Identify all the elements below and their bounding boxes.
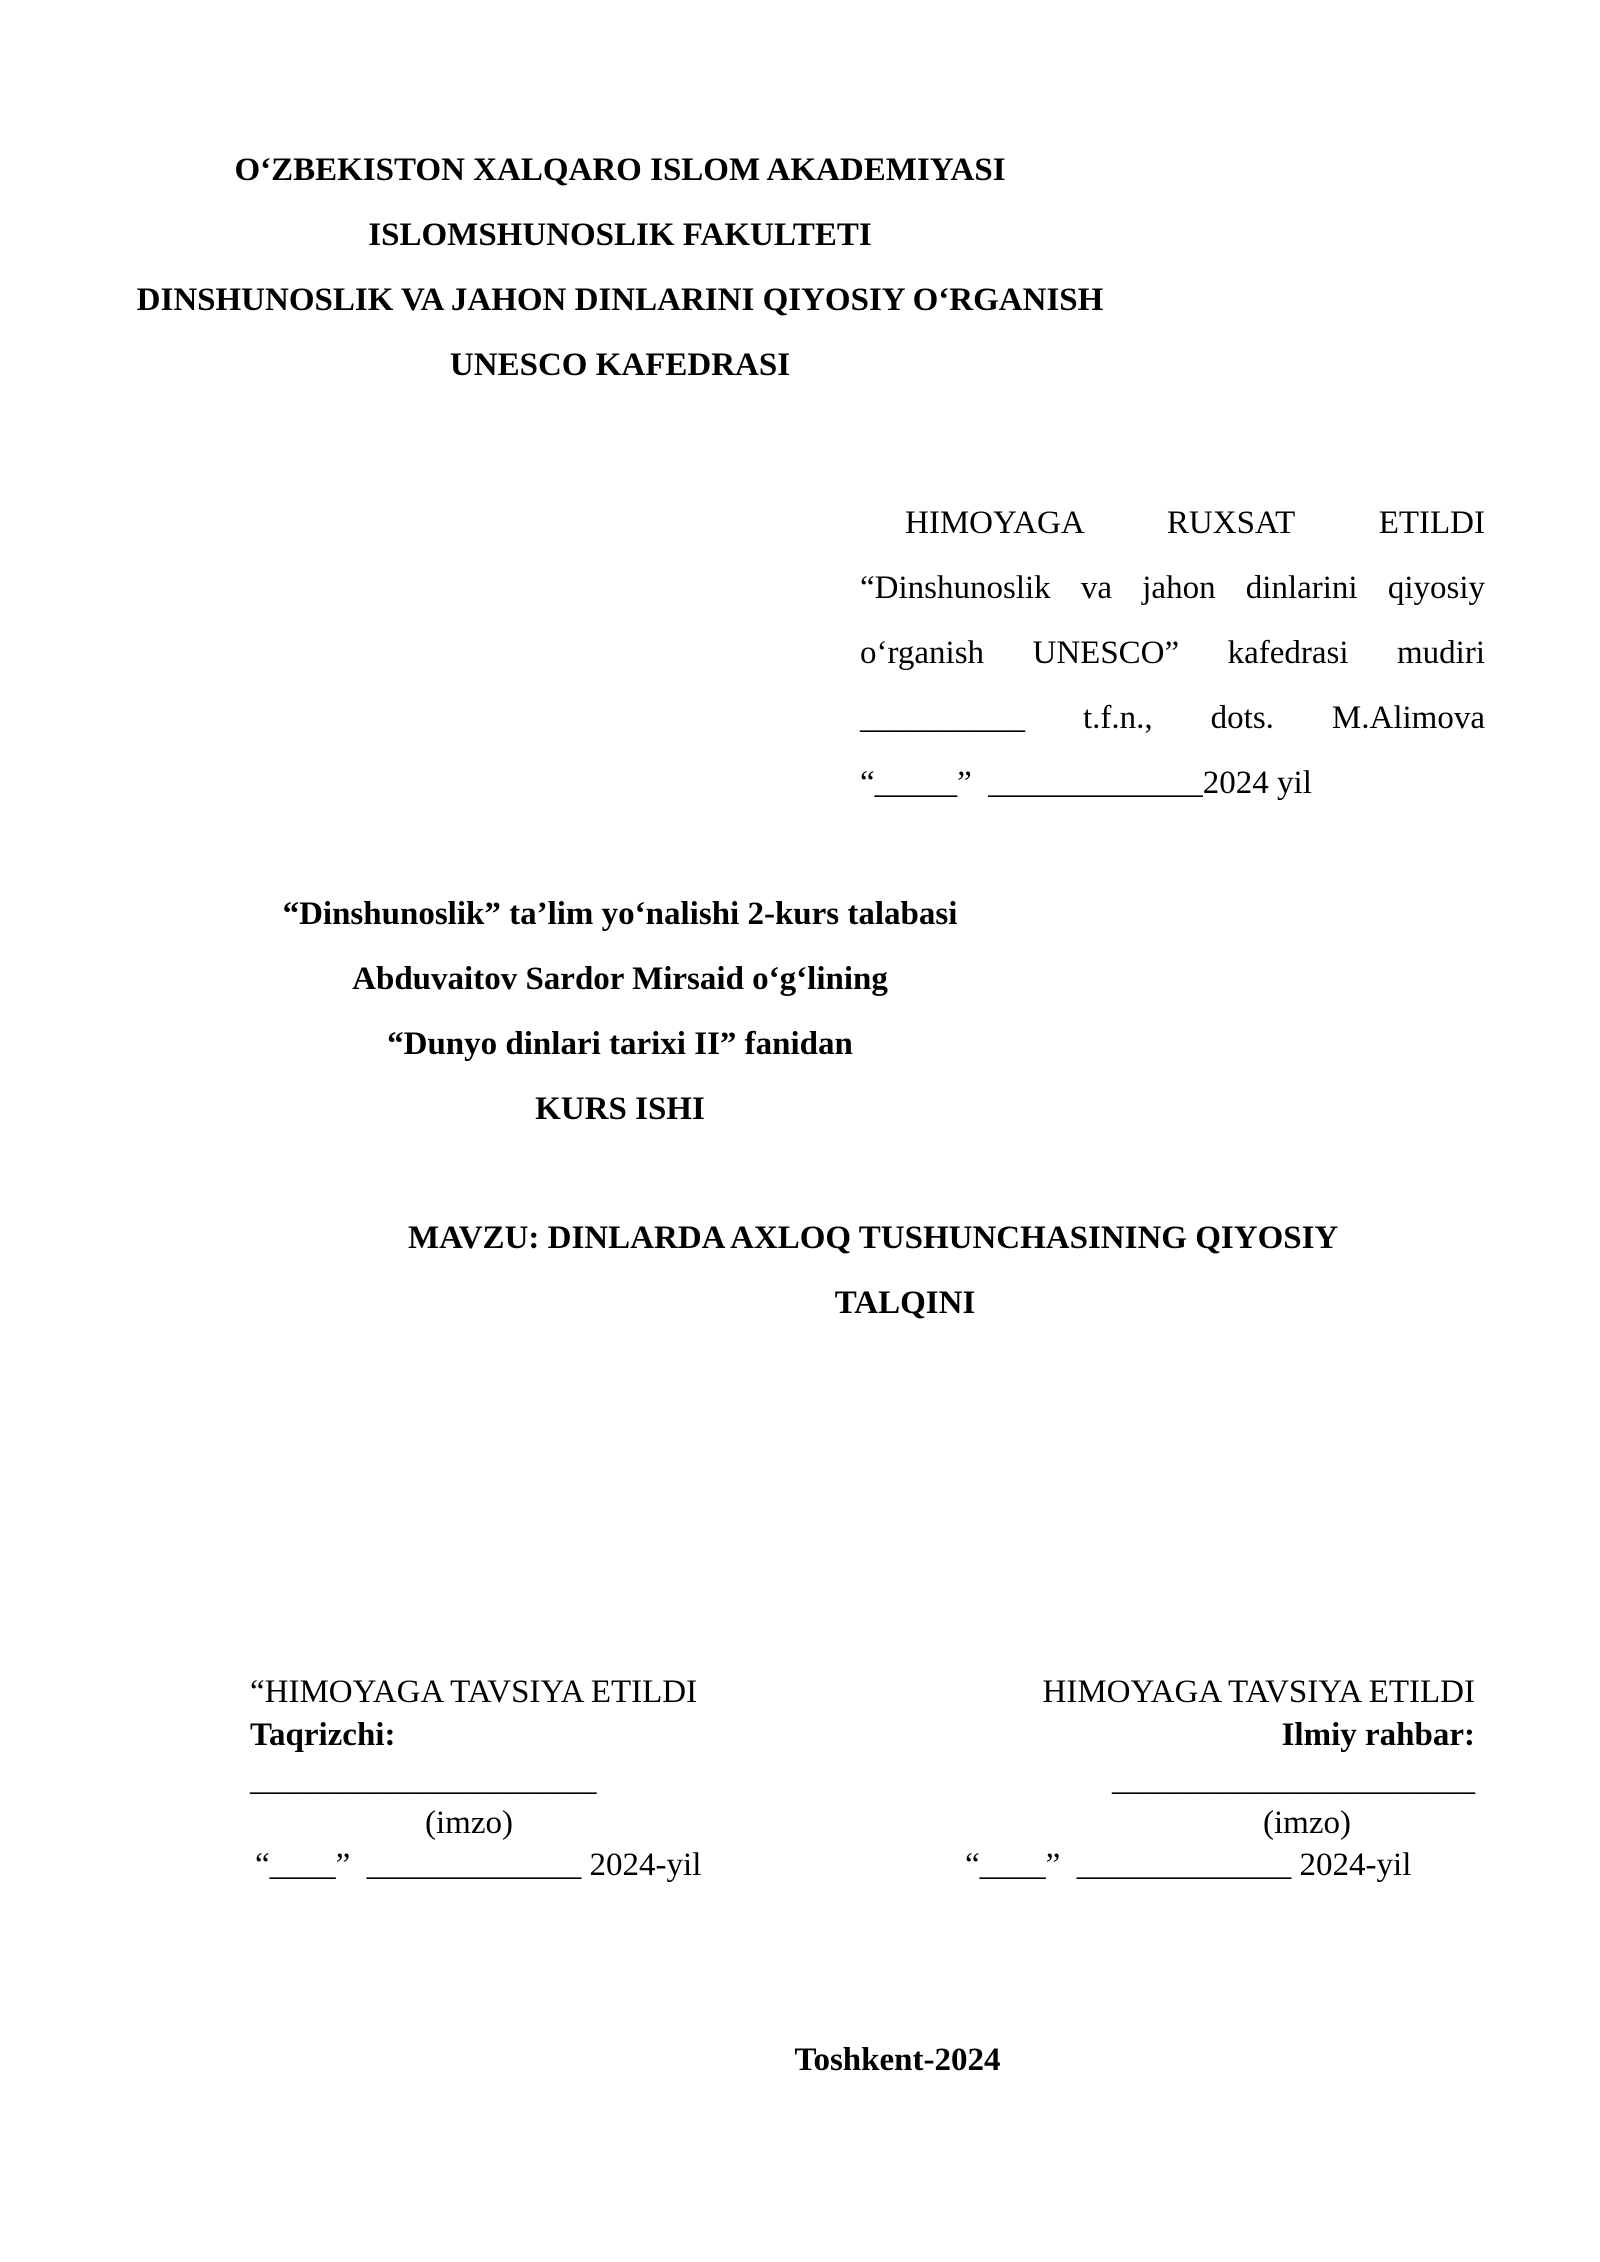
- student-subject: “Dunyo dinlari tarixi II” fanidan: [387, 1026, 853, 1062]
- supervisor-signature-caption: (imzo): [1263, 1805, 1351, 1841]
- reviewer-date: “____” _____________ 2024-yil: [255, 1847, 702, 1883]
- reviewer-recommend: “HIMOYAGA TAVSIYA ETILDI: [250, 1674, 698, 1710]
- reviewer-role: Taqrizchi:: [250, 1717, 396, 1753]
- header-academy: O‘ZBEKISTON XALQARO ISLOM AKADEMIYASI: [234, 152, 1006, 188]
- supervisor-date: “____” _____________ 2024-yil: [965, 1847, 1412, 1883]
- supervisor-role: Ilmiy rahbar:: [1281, 1717, 1475, 1753]
- work-type: KURS ISHI: [535, 1091, 705, 1127]
- header-faculty: ISLOMSHUNOSLIK FAKULTETI: [368, 217, 872, 253]
- approval-signatory: __________ t.f.n., dots. M.Alimova: [860, 700, 1485, 736]
- approval-date: “_____” _____________2024 yil: [860, 765, 1312, 801]
- place-and-year: Toshkent-2024: [794, 2042, 1001, 2078]
- supervisor-signature-line: ______________________: [1112, 1762, 1475, 1798]
- topic-title-continued: TALQINI: [834, 1285, 976, 1321]
- reviewer-signature-caption: (imzo): [425, 1805, 513, 1841]
- approval-title: HIMOYAGA RUXSAT ETILDI: [905, 505, 1485, 541]
- reviewer-signature-line: _____________________: [250, 1762, 597, 1798]
- topic-title: MAVZU: DINLARDA AXLOQ TUSHUNCHASINING QIYOSIY: [408, 1220, 1339, 1256]
- approval-department: “Dinshunoslik va jahon dinlarini qiyosiy: [860, 570, 1485, 606]
- student-program: “Dinshunoslik” ta’lim yo‘nalishi 2-kurs talabasi: [282, 896, 958, 932]
- header-department-1: DINSHUNOSLIK VA JAHON DINLARINI QIYOSIY O‘RGANISH: [136, 282, 1104, 318]
- student-name: Abduvaitov Sardor Mirsaid o‘g‘lining: [352, 961, 888, 997]
- supervisor-recommend: HIMOYAGA TAVSIYA ETILDI: [1042, 1674, 1475, 1710]
- header-department-2: UNESCO KAFEDRASI: [449, 347, 791, 383]
- approval-head: o‘rganish UNESCO” kafedrasi mudiri: [860, 635, 1485, 671]
